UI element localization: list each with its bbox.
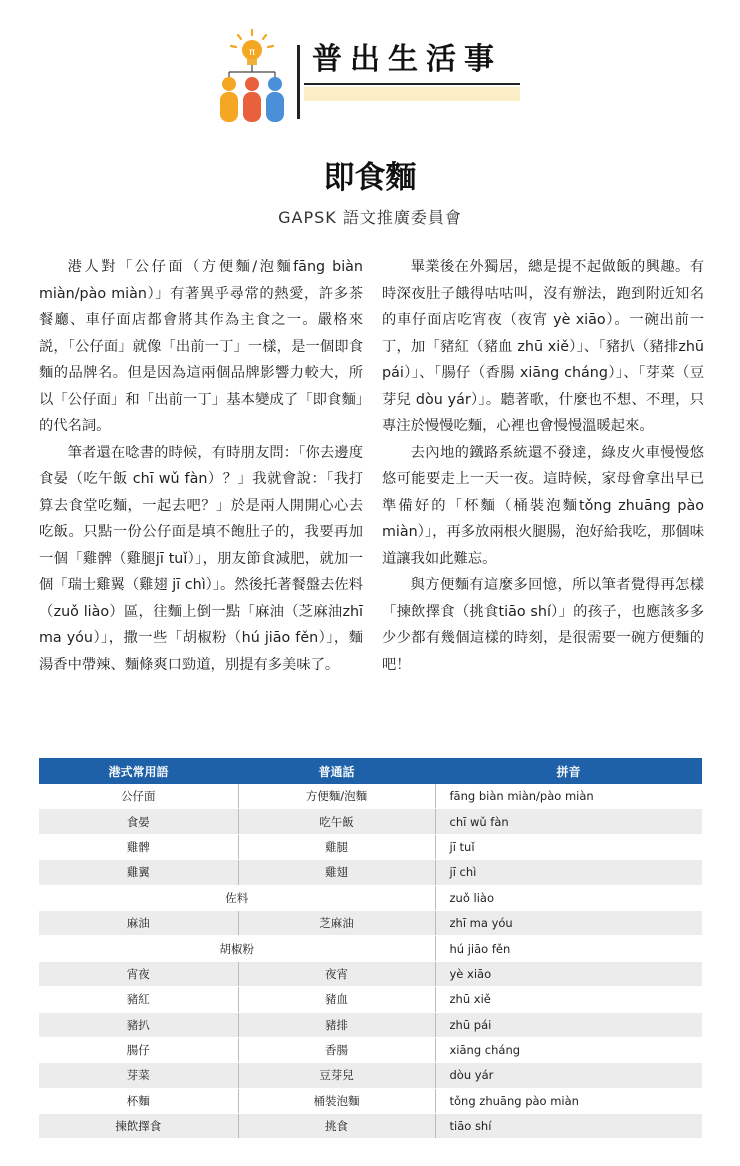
cell-hk-term: 公仔面	[39, 784, 238, 809]
cell-hk-term: 腸仔	[39, 1037, 238, 1062]
cell-pinyin: dòu yár	[435, 1063, 702, 1088]
svg-text:π: π	[248, 47, 256, 58]
cell-putonghua-term: 挑食	[238, 1114, 435, 1139]
paragraph: 畢業後在外獨居，總是提不起做飯的興趣。有時深夜肚子餓得咕咕叫，沒有辦法，跑到附近知名的車仔面店吃宵夜（夜宵 yè xiāo）。一碗出前一丁，加「豬紅（豬血 zhū xiě）」、「豬扒（豬排zhū pái）」、「腸仔（香腸 xiāng cháng）」、「芽菜（豆芽兒 dòu yár）」。聽著歌，什麼也不想、不理，只專注於慢慢吃麵，心裡也會慢慢溫暖起來。	[382, 259, 704, 434]
cell-pinyin: zhū xiě	[435, 987, 702, 1012]
cell-pinyin: zhī ma yóu	[435, 910, 702, 935]
column-header-hk: 港式常用語	[39, 758, 238, 784]
table-row	[39, 961, 702, 986]
table-header-row	[39, 758, 702, 784]
article-title: 即食麵	[323, 160, 417, 196]
cell-pinyin: zhū pái	[435, 1012, 702, 1037]
cell-putonghua-term: 方便麵/泡麵	[238, 784, 435, 809]
column-header-putonghua: 普通話	[238, 758, 435, 784]
cell-putonghua-term: 夜宵	[238, 961, 435, 986]
table-row	[39, 1114, 702, 1139]
table-row	[39, 936, 702, 961]
cell-hk-term: 豬扒	[39, 1012, 238, 1037]
cell-putonghua-term: 豆芽兒	[238, 1063, 435, 1088]
table-row	[39, 860, 702, 885]
cell-putonghua-term: 桶裝泡麵	[238, 1088, 435, 1113]
banner-title: 普出生活事	[312, 42, 502, 77]
cell-hk-term: 杯麵	[39, 1088, 238, 1113]
cell-hk-term: 食晏	[39, 809, 238, 834]
cell-putonghua-term: 豬血	[238, 987, 435, 1012]
table-row	[39, 987, 702, 1012]
cell-pinyin: xiāng cháng	[435, 1037, 702, 1062]
table-row	[39, 1088, 702, 1113]
table-row	[39, 834, 702, 859]
cell-shared-term: 佐料	[39, 885, 435, 910]
table-row	[39, 809, 702, 834]
cell-putonghua-term: 豬排	[238, 1012, 435, 1037]
cell-putonghua-term: 香腸	[238, 1037, 435, 1062]
cell-pinyin: tiāo shí	[435, 1114, 702, 1139]
cell-hk-term: 芽菜	[39, 1063, 238, 1088]
article-right-column	[382, 254, 704, 678]
paragraph: 港人對「公仔面（方便麵/泡麵fāng biàn miàn/pào miàn）」有著異乎尋常的熱愛，許多茶餐廳、車仔面店都會將其作為主食之一。嚴格來説，「公仔面」就像「出前一丁」一樣，是一個即食麵的品牌名。但是因為這兩個品牌影響力較大，所以「公仔面」和「出前一丁」基本變成了「即食麵」的代名詞。	[39, 259, 363, 434]
column-header-pinyin: 拼音	[435, 758, 702, 784]
paragraph: 與方便麵有這麼多回憶，所以筆者覺得再怎樣「揀飲擇食（挑食tiāo shí）」的孩子，也應該多多少少都有幾個這樣的時刻，是很需要一碗方便麵的吧！	[382, 577, 704, 673]
table-row	[39, 1037, 702, 1062]
vocabulary-table	[39, 758, 702, 1139]
paragraph: 去內地的鐵路系統還不發達，綠皮火車慢慢悠悠可能要走上一天一夜。這時候，家母會拿出早已準備好的「杯麵（桶裝泡麵tǒng zhuāng pào miàn）」，再多放兩根火腿腸，泡好給我吃，那個味道讓我如此難忘。	[382, 444, 704, 567]
table-row	[39, 784, 702, 809]
cell-pinyin: chī wǔ fàn	[435, 809, 702, 834]
cell-hk-term: 宵夜	[39, 961, 238, 986]
banner-divider	[297, 45, 300, 119]
cell-pinyin: yè xiāo	[435, 961, 702, 986]
cell-putonghua-term: 吃午飯	[238, 809, 435, 834]
cell-putonghua-term: 雞腿	[238, 834, 435, 859]
table-row	[39, 910, 702, 935]
cell-hk-term: 豬紅	[39, 987, 238, 1012]
cell-putonghua-term: 芝麻油	[238, 910, 435, 935]
cell-hk-term: 揀飲擇食	[39, 1114, 238, 1139]
cell-pinyin: hú jiāo fěn	[435, 936, 702, 961]
cell-pinyin: fāng biàn miàn/pào miàn	[435, 784, 702, 809]
cell-hk-term: 雞髀	[39, 834, 238, 859]
lightbulb-people-logo-icon	[214, 28, 290, 124]
cell-pinyin: jī tuǐ	[435, 834, 702, 859]
cell-shared-term: 胡椒粉	[39, 936, 435, 961]
article-byline: GAPSK 語文推廣委員會	[278, 208, 462, 227]
table-row	[39, 1063, 702, 1088]
table-row	[39, 1012, 702, 1037]
cell-putonghua-term: 雞翅	[238, 860, 435, 885]
banner-band	[304, 87, 520, 101]
cell-hk-term: 麻油	[39, 910, 238, 935]
table-row	[39, 885, 702, 910]
banner-underline	[304, 83, 520, 85]
article-left-column	[39, 254, 363, 678]
cell-pinyin: tǒng zhuāng pào miàn	[435, 1088, 702, 1113]
paragraph: 筆者還在唸書的時候，有時朋友問：「你去邊度食晏（吃午飯 chī wǔ fàn）？」我就會說：「我打算去食堂吃麵，一起去吧？」於是兩人開開心心去吃飯。只點一份公仔面是填不飽肚子的，我要再加一個「雞髀（雞腿jī tuǐ）」，朋友節食減肥，就加一個「瑞士雞翼（雞翅 jī chì）」。然後托著餐盤去佐料（zuǒ liào）區，往麵上倒一點「麻油（芝麻油zhī ma yóu）」，撒一些「胡椒粉（hú jiāo fěn）」，麵湯香中帶辣、麵條爽口勁道，別提有多美味了。	[39, 444, 363, 673]
cell-pinyin: jī chì	[435, 860, 702, 885]
cell-pinyin: zuǒ liào	[435, 885, 702, 910]
cell-hk-term: 雞翼	[39, 860, 238, 885]
